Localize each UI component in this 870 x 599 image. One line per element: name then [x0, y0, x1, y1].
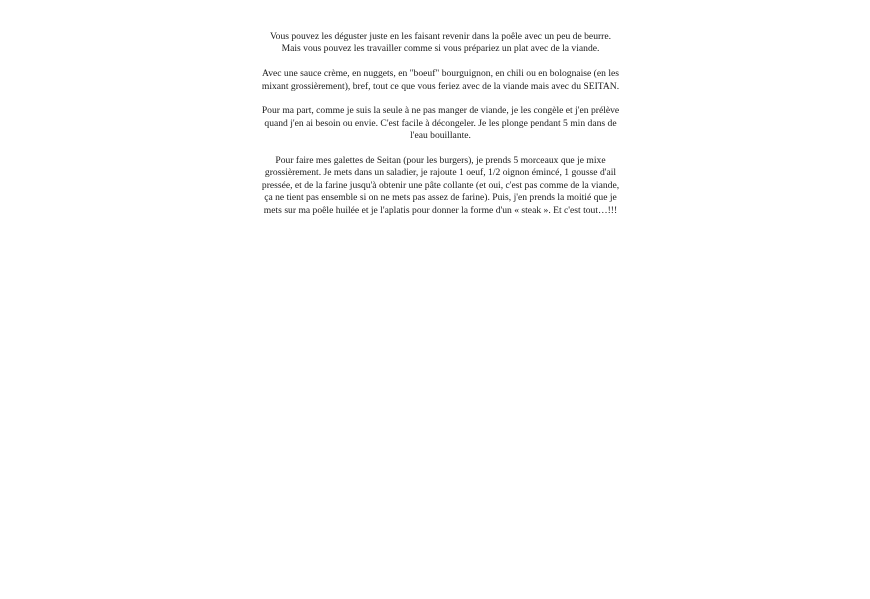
text-line: Pour ma part, comme je suis la seule à ne pas manger de viande, je les congèle et j'en prélève [261, 105, 620, 117]
text-line: Vous pouvez les déguster juste en les faisant revenir dans la poêle avec un peu de beurre. [269, 31, 612, 42]
paragraph-serving [248, 31, 633, 56]
paragraph-burger-patties [248, 155, 633, 217]
text-line: Avec une sauce crème, en nuggets, en "boeuf" bourguignon, en chili ou en bolognaise (en les [261, 68, 619, 80]
text-line: l'eau bouillante. [410, 130, 471, 142]
text-line: ça ne tient pas ensemble si on ne mets pas assez de farine). Puis, j'en prends la moitié que je [264, 192, 617, 204]
paragraph-ideas [248, 68, 633, 93]
text-line: mets sur ma poêle huilée et je l'aplatis pour donner la forme d'un « steak ». Et c'est tout…!!! [263, 204, 618, 216]
text-line: pressée, et de la farine jusqu'à obtenir une pâte collante (et oui, c'est pas comme de la viande, [261, 179, 620, 191]
text-line: Mais vous pouvez les travailler comme si vous prépariez un plat avec de la viande. [281, 43, 600, 55]
text-line: mixant grossièrement), bref, tout ce que vous feriez avec de la viande mais avec du SEITAN. [261, 80, 620, 92]
text-line: quand j'en ai besoin ou envie. C'est facile à décongeler. Je les plonge pendant 5 min dans de [264, 117, 617, 129]
paragraph-freezing [248, 105, 633, 142]
text-line: grossièrement. Je mets dans un saladier, je rajoute 1 oeuf, 1/2 oignon émincé, 1 gousse d'ail [264, 167, 617, 179]
recipe-text [248, 31, 633, 229]
text-line: Pour faire mes galettes de Seitan (pour les burgers), je prends 5 morceaux que je mixe [275, 155, 606, 167]
